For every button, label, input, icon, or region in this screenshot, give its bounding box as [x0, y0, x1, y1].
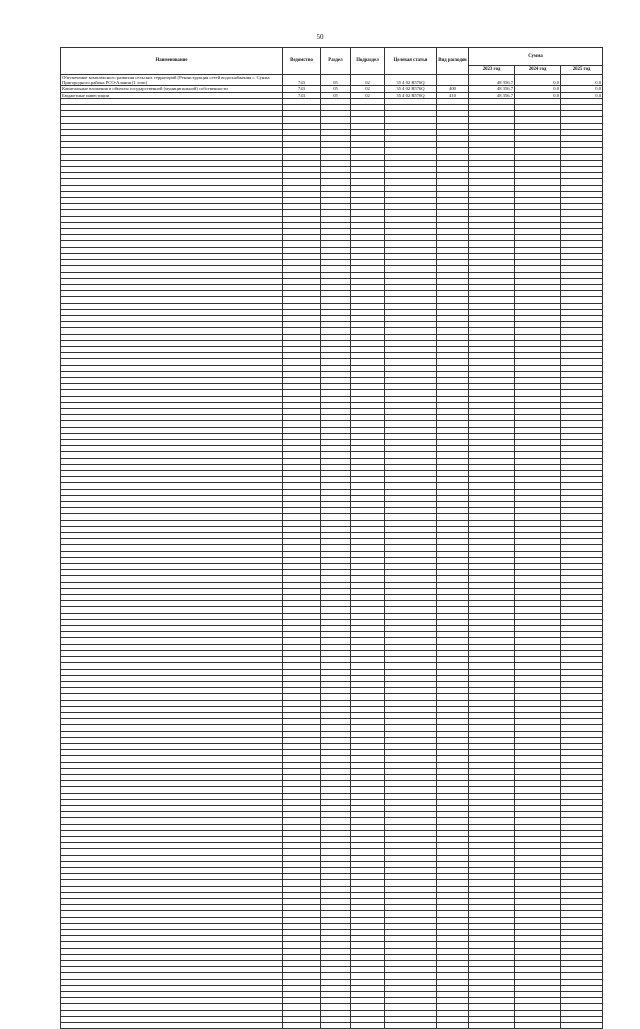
header-year-2025: 2025 год: [561, 66, 603, 75]
row-amount-2023: 48 356,7: [469, 86, 515, 92]
row-amount-2024: 0,0: [515, 86, 561, 92]
header-target-article: Целевая статья: [385, 48, 437, 75]
row-department: 743: [283, 75, 321, 86]
header-section: Раздел: [321, 48, 351, 75]
table-cell: [469, 1023, 515, 1029]
table-cell: [351, 1023, 385, 1029]
row-target-article: 35 4 02 R576Q: [385, 92, 437, 98]
header-year-2024: 2024 год: [515, 66, 561, 75]
table-cell: [283, 1023, 321, 1029]
row-target-article: 35 4 02 R576Q: [385, 86, 437, 92]
row-amount-2025: 0,0: [561, 75, 603, 86]
header-name: Наименование: [61, 48, 283, 75]
budget-table-container: [60, 47, 602, 1029]
row-expense-type: 410: [437, 92, 469, 98]
row-section: 05: [321, 86, 351, 92]
row-name: Обеспечение комплексного развития сельских территорий (Реконструкция сетей водоснабжения с. Сунжа Пригородного района РСО-Алания (1 этап): [61, 75, 283, 86]
page-number: 50: [316, 33, 324, 41]
table-cell: [437, 1023, 469, 1029]
row-target-article: 35 4 02 R576Q: [385, 75, 437, 86]
header-sum: Сумма: [469, 48, 603, 66]
table-row: [61, 75, 603, 86]
row-subsection: 02: [351, 86, 385, 92]
row-subsection: 02: [351, 75, 385, 86]
table-cell: [385, 1023, 437, 1029]
table-row: [61, 1023, 603, 1029]
row-expense-type: 400: [437, 86, 469, 92]
row-amount-2024: 0,0: [515, 92, 561, 98]
table-cell: [515, 1023, 561, 1029]
table-cell: [61, 1023, 283, 1029]
header-subsection: Подраздел: [351, 48, 385, 75]
row-department: 743: [283, 86, 321, 92]
table-cell: [561, 1023, 603, 1029]
row-name: Бюджетные инвестиции: [61, 92, 283, 98]
row-department: 743: [283, 92, 321, 98]
row-section: 05: [321, 75, 351, 86]
header-department: Ведомство: [283, 48, 321, 75]
table-header: [61, 48, 603, 75]
row-amount-2025: 0,0: [561, 92, 603, 98]
table-body: [61, 75, 603, 1029]
header-expense-type: Вид расходов: [437, 48, 469, 75]
row-expense-type: [437, 75, 469, 86]
header-year-2023: 2023 год: [469, 66, 515, 75]
row-amount-2024: 0,0: [515, 75, 561, 86]
table-cell: [321, 1023, 351, 1029]
budget-table: [60, 47, 603, 1029]
row-amount-2023: 48 356,7: [469, 75, 515, 86]
row-section: 05: [321, 92, 351, 98]
row-amount-2023: 48 356,7: [469, 92, 515, 98]
row-amount-2025: 0,0: [561, 86, 603, 92]
row-subsection: 02: [351, 92, 385, 98]
row-name: Капитальные вложения в объекты государственной (муниципальной) собственности: [61, 86, 283, 92]
